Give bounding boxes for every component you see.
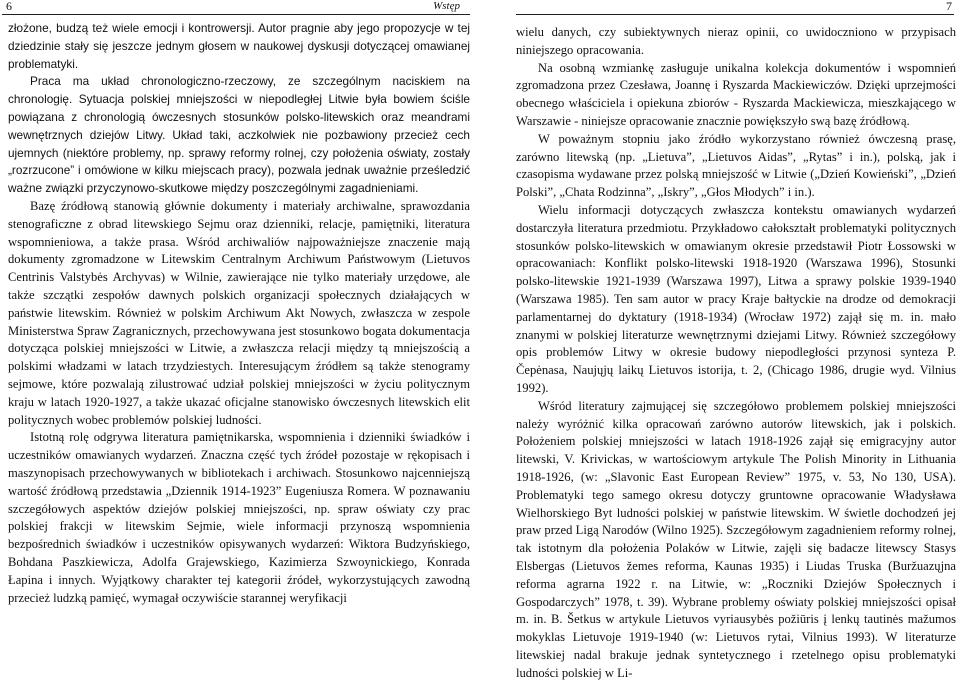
right-page — [482, 0, 960, 686]
running-head: Wstęp — [433, 0, 460, 12]
left-page — [0, 0, 478, 686]
paragraph: wielu danych, czy subiektywnych nieraz opinii, co uwidoczniono w przypisach niniejszego opracowania. — [516, 25, 956, 57]
paragraph: Wielu informacji dotyczących zwłaszcza kontekstu omawianych wydarzeń dostarczyła literatura przedmiotu. Przykładowo całokształt problematyki politycznych stosunków polsko-litewskich w omawianym okresie przedstawił Piotr Łossowski w opracowaniach: Konflikt polsko-litewski 1918-1920 (Warszawa 1996), Stosunki polsko-litewskie 1921-1939 (Warszawa 1997), Litwa a sprawy polskie 1939-1940 (Warszawa 1985). Ten sam autor w pracy Kraje bałtyckie na drodze od demokracji parlamentarnej do dyktatury (1918-1934) (Wrocław 1972) zajął się m. in. mało znanymi w polskiej literaturze wewnętrznymi dziejami Litwy. Również szczegółowy opis problemów Litwy w okresie budowy niepodległości przynosi synteza P. Čepėnasa, Naujųjų laikų Lietuvos istorija, t. 2, (Chicago 1986, drugie wyd. Vilnius 1992). — [516, 202, 956, 395]
paragraph: W poważnym stopniu jako źródło wykorzystano również ówczesną prasę, zarówno litewską (np. „Lietuva”, „Lietuvos Aidas”, „Rytas” i in.), polską, jak i czasopisma wydawane przez polską mniejszość w Litwie („Dzień Kowieński”, „Dzień Polski”, „Chata Rodzinna”, „Iskry”, „Głos Młodych” i in.). — [516, 131, 956, 200]
paragraph: Istotną rolę odgrywa literatura pamiętnikarska, wspomnienia i dzienniki świadków i uczestników omawianych wydarzeń. Znaczna część tych źródeł pozostaje w rękopisach i maszynopisach przechowywanych w bibliotekach i archiwach. Stosunkowo najcenniejszą wartość źródłową przedstawia „Dziennik 1914-1923” Eugeniusza Romera. W poznawaniu szczegółowych aspektów dziejów polskiej mniejszości, np. spraw oświaty czy prac polskiej frakcji w litewskim Sejmie, wiele informacji przynoszą wspomnienia bezpośrednich świadków i uczestników opisywanych wydarzeń: Wiktora Budzyńskiego, Bohdana Paszkiewicza, Adolfa Grajewskiego, Kazimierza Szwoynickiego, Konrada Łapina i innych. Wyjątkowy charakter tej kategorii źródeł, wykorzystujących zawodną przecież ludzką pamięć, wymagał oczywiście starannej weryfikacji — [8, 430, 470, 605]
paragraph: Praca ma układ chronologiczno-rzeczowy, ze szczególnym naciskiem na chronologię. Sytuacja polskiej mniejszości w niepodległej Litwie była bowiem ściśle powiązana z chronologią ówczesnych stosunków polsko-litewskich oraz meandrami wewnętrznych dziejów Litwy. Układ taki, aczkolwiek nie pozbawiony przecież cech ujemnych (niektóre problemy, np. sprawy reformy rolnej, czy położenia oświaty, zostały „rozrzucone” i omówione w kilku miejscach pracy), pozwala jednak uważnie prześledzić ważne związki przyczynowo-skutkowe między poszczególnymi zagadnieniami. — [8, 74, 470, 196]
right-page-body — [516, 24, 956, 682]
left-page-header — [2, 0, 470, 15]
page-number-right: 7 — [946, 0, 952, 13]
paragraph: Na osobną wzmiankę zasługuje unikalna kolekcja dokumentów i wspomnień zgromadzona przez Czesława, Joannę i Ryszarda Mackiewiczów. Dzięki uprzejmości obecnego właściciela i opiekuna zbiorów - Ryszarda Mackiewicza, mieszkającego w Warszawie - niniejsze opracowanie znacznie powiększyło swą bazę źródłową. — [516, 60, 956, 128]
right-page-header — [516, 0, 954, 15]
page-number-left: 6 — [6, 0, 12, 13]
paragraph: Wśród literatury zajmującej się szczegółowo problemem polskiej mniejszości należy wyróżnić kilka opracowań zarówno autorów litewskich, jak i polskich. Położeniem polskiej mniejszości w latach 1918-1926 zajął się emigracyjny autor litewski, V. Krivickas, w wartościowym artykule The Polish Minority in Lithuania 1918-1926, (w: „Slavonic East European Review” 1975, v. 53, No 130, USA). Problematyki tego samego okresu dotyczy gruntowne opracowanie Władysława Wielhorskiego Byt ludności polskiej w państwie litewskim. W świetle dochodzeń jej praw przed Ligą Narodów (Wilno 1925). Szczegółowym zagadnieniem reformy rolnej, tak istotnym dla położenia Polaków w Litwie, zajęli się badacze litewscy Stasys Elsbergas (Lietuvos žemes reforma, Kaunas 1935) i Liudas Truska (Buržuazųjna reforma agrarna 1922 r. na Litwie, w: „Roczniki Dziejów Społecznych i Gospodarczych” 1978, t. 39). Wybrane problemy oświaty polskiej mniejszości opisał m. in. B. Šetkus w artykule Lietuvos vyriausybės požiūris į lenkų tautinės mažumos mokyklas Lietuvoje 1919-1940 (w: Lietuvos rytai, Vilnius 1993). W literaturze litewskiej nadal brakuje jednak syntetycznego i rzetelnego opisu problematyki ludności polskiej w Li- — [516, 398, 956, 680]
left-page-body — [8, 20, 470, 607]
paragraph: złożone, budzą też wiele emocji i kontrowersji. Autor pragnie aby jego propozycje w tej dziedzinie stały się jeszcze jednym głosem w naukowej dyskusji dotyczącej omawianej problematyki. — [8, 21, 470, 71]
paragraph: Bazę źródłową stanowią głównie dokumenty i materiały archiwalne, sprawozdania stenograficzne z obrad litewskiego Sejmu oraz dzienniki, relacje, pamiętniki, literatura wspomnieniowa, a także prasa. Wśród archiwaliów najpoważniejsze znaczenie mają dokumenty zgromadzone w Litewskim Centralnym Archiwum Państwowym (Lietuvos Centrinis Valstybės Archyvas) w Wilnie, zawierające nie tylko materiały urzędowe, ale także szczątki zespołów dawnych polskich organizacji społecznych działających w państwie litewskim. Również w polskim Archiwum Akt Nowych, zwłaszcza w zespole Ministerstwa Spraw Zagranicznych, przechowywana jest stosunkowo bogata dokumentacja dotycząca polskiej mniejszości w Litwie, a zwłaszcza relacji między tą mniejszością a polskimi władzami w latach trzydziestych. Interesującym źródłem są także stenogramy sejmowe, które pozwalają zilustrować udział polskiej mniejszości w życiu politycznym kraju w latach 1920-1927, a także ukazać oficjalne stanowisko ówczesnych litewskich elit politycznych wobec problemów polskiej ludności. — [8, 198, 470, 427]
